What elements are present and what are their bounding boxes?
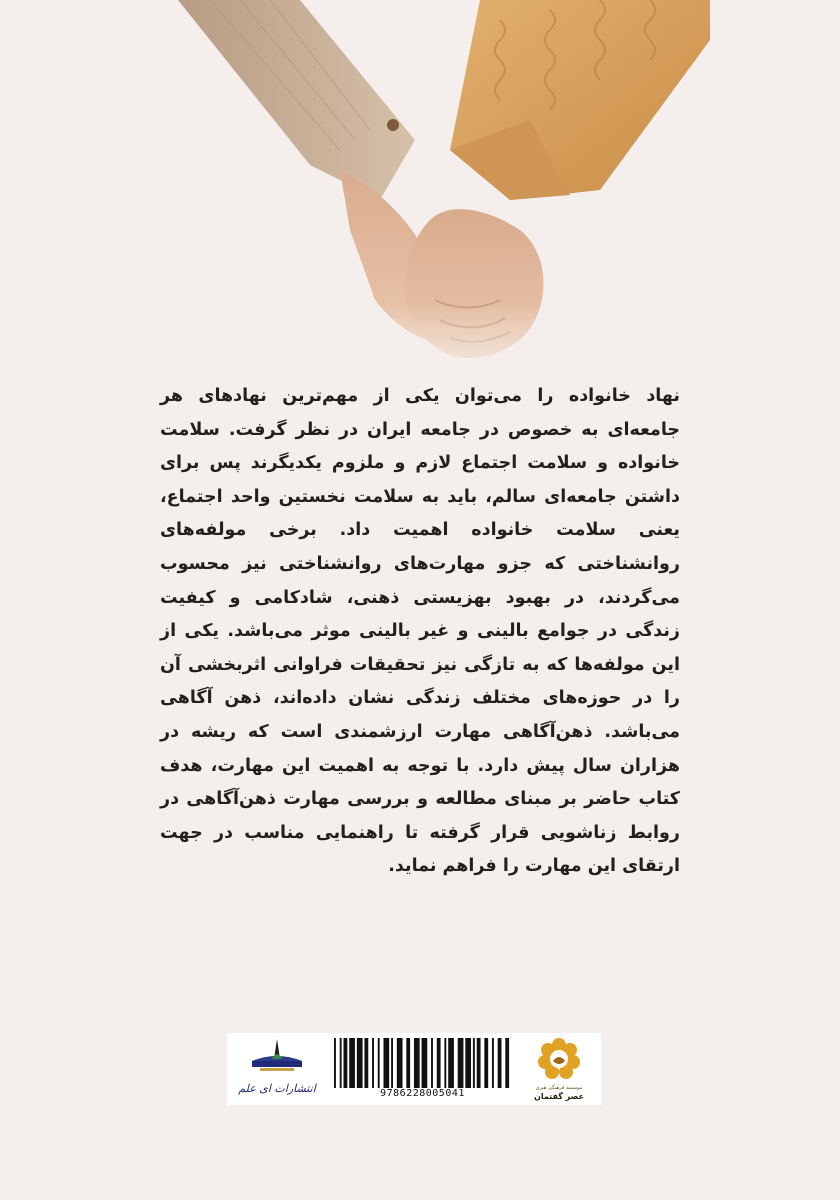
publisher-logo-left — [232, 1035, 322, 1103]
barcode-bar — [444, 1038, 446, 1088]
publisher-right-line1: موسسه فرهنگی هنری — [535, 1085, 583, 1091]
barcode-bar — [465, 1038, 471, 1088]
barcode-bar — [431, 1038, 433, 1088]
barcode-bar — [477, 1038, 481, 1088]
barcode-bar — [364, 1038, 368, 1088]
barcode-bar — [357, 1038, 363, 1088]
barcode-bar — [372, 1038, 374, 1088]
barcode-bar — [498, 1038, 502, 1088]
barcode-bar — [414, 1038, 420, 1088]
publisher-left-name: انتشارات ای علم — [238, 1082, 316, 1095]
book-pen-logo-icon — [232, 1035, 322, 1081]
barcode-bar — [422, 1038, 428, 1088]
barcode-bar — [458, 1038, 464, 1088]
barcode-bar — [448, 1038, 454, 1088]
barcode-bar — [397, 1038, 403, 1088]
barcode-bar — [383, 1038, 389, 1088]
holding-hands-photo — [150, 0, 710, 380]
blurb-paragraph: نهاد خانواده را می‌توان یکی از مهم‌ترین نهادهای هر جامعه‌ای به خصوص در جامعه ایران در نظر گرفت. سلامت خانواده و سلامت اجتماع لازم و ملزوم یکدیگرند پس برای داشتن جامعه‌ای سالم، باید به سلامت نخستین واحد اجتماع، یعنی سلامت خانواده اهمیت داد. برخی مولفه‌های روانشناختی که جزو مهارت‌های روانشناختی نیز محسوب می‌گردند، در بهبود بهزیستی ذهنی، شادکامی و کیفیت زندگی در جوامع بالینی و غیر بالینی موثر می‌باشد. یکی از این مولفه‌ها که به تازگی نیز تحقیقات فراوانی اثربخشی آن را در حوزه‌های مختلف زندگی نشان داده‌اند، ذهن آگاهی می‌باشد. ذهن‌آگاهی مهارت ارزشمندی است که ریشه در هزاران سال پیش دارد. با توجه به اهمیت این مهارت، هدف کتاب حاضر بر مبنای مطالعه و بررسی مهارت ذهن‌آگاهی در روابط زناشویی قرار گرفته تا راهنمایی مناسب در جهت ارتقای این مهارت را فراهم نماید. — [160, 386, 680, 877]
barcode-bar — [505, 1038, 509, 1088]
barcode-bar — [406, 1038, 410, 1088]
barcode-bar — [437, 1038, 441, 1088]
barcode-bar — [344, 1038, 348, 1088]
floral-emblem-logo-icon — [523, 1035, 595, 1085]
barcode-bar — [391, 1038, 393, 1088]
barcode-bar — [378, 1038, 380, 1088]
barcode-bar — [492, 1038, 494, 1088]
isbn-number: 9786228005041 — [380, 1088, 465, 1099]
barcode-bar — [340, 1038, 342, 1088]
publisher-right-line2: عصر گفتمان — [534, 1092, 584, 1101]
barcode-bar — [473, 1038, 475, 1088]
barcode-bar — [349, 1038, 355, 1088]
barcode-bar — [334, 1038, 336, 1088]
isbn-barcode — [330, 1038, 515, 1088]
publisher-logo-right — [523, 1035, 595, 1103]
barcode-bar — [484, 1038, 488, 1088]
